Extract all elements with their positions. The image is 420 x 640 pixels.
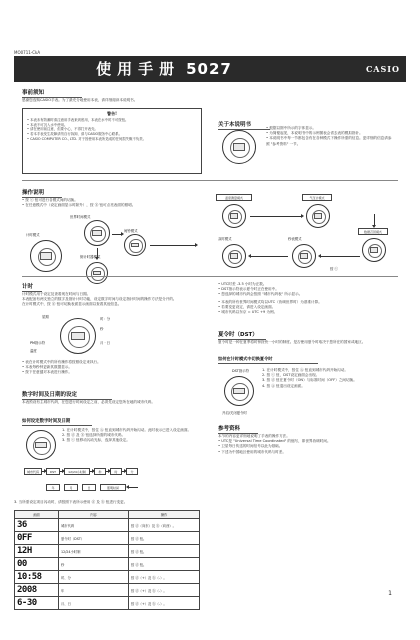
label-countdown: 倒计时器模式 (80, 255, 101, 259)
settings-table (14, 510, 200, 610)
utc-line: • 您选择的城市代码会按照 "城市代码表" 所示显示。 (218, 292, 303, 297)
watch-countdown (86, 262, 108, 284)
dst-indicator-label: DST指示符 (232, 369, 250, 373)
page-number: 1 (388, 590, 392, 597)
reference-line: 本节的内容更详细地说明了手表的操作方法。 (218, 434, 290, 438)
row-screen: 12H (15, 545, 59, 558)
mode-arrow (112, 234, 122, 235)
screen-label-weekday: 星期 (42, 315, 49, 319)
utc-text (218, 282, 398, 298)
about-line: • 本说明书中每一节都包含有在各种模式下操作所需的信息。更详细的信息请参照 "参考资料" 一节。 (266, 136, 392, 146)
flow-arrow (60, 471, 63, 472)
watch-world-time (84, 220, 110, 246)
about-heading: 关于本说明书 (218, 120, 270, 130)
label-baro: 气压计模式 (302, 194, 332, 201)
screen-label-pm: PM指示符 (30, 341, 46, 345)
row-content: 年 (59, 584, 129, 597)
row-content: 月、日 (59, 597, 129, 610)
watch-screen (233, 143, 246, 151)
manual-title-text: 使用手册 (96, 60, 181, 78)
mode-arrow (374, 214, 375, 226)
warning-title: 警告! (107, 111, 117, 116)
warning-box (22, 108, 202, 174)
table-intro: 3. 当所需设定项目闪动时，请按照下表所示使用 ⓓ 及 ⓑ 钮进行变更。 (14, 500, 128, 504)
right-notes (218, 300, 398, 316)
reference-line: • UTC是 "Universal Time Coordinated" 的缩写，即世界协调时间。 (218, 439, 331, 444)
watch-temp (222, 204, 246, 228)
row-op: 按 ⓓ 钮。 (129, 545, 200, 558)
about-line: • 根据以图中所示的字体显示。 (266, 126, 316, 130)
label-dual-time: 双时模式 (218, 237, 232, 241)
table-row (15, 558, 200, 571)
row-screen: 00 (15, 558, 59, 571)
table-row (15, 597, 200, 610)
timekeeping-line: 计时模式用于设定及查看现在时间与日期。 (22, 292, 91, 296)
flow-item: DST (46, 468, 60, 475)
warning-line: • 本表不可沉入水中使用。 (27, 122, 68, 127)
label-data: 数据召回模式 (358, 228, 388, 235)
table-row (15, 519, 200, 532)
screen-label-temp: 温度 (30, 349, 37, 353)
row-screen: 6-30 (15, 597, 59, 610)
label-timekeeping: 计时模式 (26, 233, 40, 237)
row-screen: 36 (15, 519, 59, 532)
dst-step: 1. 在计时模式中，按住 Ⓐ 钮直到城市代码开始闪动。 (262, 368, 348, 372)
mode-arrow (97, 248, 98, 258)
mode-arrow (320, 256, 360, 257)
right-note: • 城市代码以东京 = UTC +9 为例。 (218, 310, 278, 315)
screen-label-time: 时：分 (100, 317, 111, 321)
dst-step: 4. 按 Ⓐ 钮退出设定画面。 (262, 383, 305, 388)
timekeeping-heading: 计时 (22, 282, 42, 292)
label-temp: 温度测量模式 (216, 194, 252, 201)
label-stopwatch: 秒表模式 (288, 237, 302, 241)
modes-text (22, 198, 222, 208)
table-header: 内容 (59, 511, 129, 519)
flow-arrow (106, 471, 109, 472)
table-row (15, 532, 200, 545)
row-screen: 2008 (15, 584, 59, 597)
row-content: 秒 (59, 558, 129, 571)
row-screen: 10:58 (15, 571, 59, 584)
doc-code: MO0711-CkA (14, 50, 41, 55)
dst-step: 3. 按 ⓓ 钮在夏令时（ON）与标准时间（OFF）之间切换。 (262, 378, 357, 383)
row-op: 按 ⓓ 钮。 (129, 558, 200, 571)
divider (22, 180, 398, 181)
manual-title (14, 56, 314, 82)
modes-heading: 操作说明 (22, 188, 62, 198)
setting-heading: 如何设定数字时间及日期 (22, 418, 92, 426)
divider (22, 276, 398, 277)
row-content: 12/24小时制 (59, 545, 129, 558)
urban-heading: 数字时间及日期的设定 (22, 390, 112, 400)
flow-item: 年 (46, 484, 60, 491)
flow-arrow (90, 471, 93, 472)
watch-baro (306, 204, 330, 228)
mode-arrow (250, 256, 288, 257)
setting-steps (62, 428, 202, 444)
watch-setting (26, 430, 56, 460)
row-screen: 0FF (15, 532, 59, 545)
warning-line: • 若本手表发生故障请勿自行拆卸，请与CASIO服务中心联系。 (27, 132, 122, 137)
reference-line: • 下述为中国地区使用的城市代码与时差。 (218, 449, 286, 454)
dst-onoff-label: 开启/关闭夏令时 (222, 411, 247, 415)
timekeeping-notes (22, 360, 202, 376)
screen-label-date: 月 · 日 (100, 341, 111, 345)
table-row (15, 571, 200, 584)
row-content: 城市代码 (59, 519, 129, 532)
mode-arrow (150, 245, 196, 246)
urban-text: 本表预设有主城市代码，在您进行时间设定之前，必须先设定您所在地的城市代码。 (22, 400, 155, 404)
flow-item: 日 (82, 484, 96, 491)
watch-timekeeping (30, 240, 62, 272)
dst-sub-heading: 如何在计时模式中切换夏令时 (218, 356, 318, 364)
watch-dual-time (222, 244, 246, 268)
warning-line: • CASIO COMPUTER CO., LTD. 对于因使用本表所造成的任何损失概不负责。 (27, 136, 147, 141)
about-line: • 为简便起见，本说明书中的示例图表会省去表的模拟指针。 (266, 131, 363, 136)
setting-step: 2. 按 ⓓ 及 ⓑ 钮选择所需的城市代码。 (62, 433, 126, 438)
table-header: 画面 (15, 511, 59, 519)
table-header: 操作 (129, 511, 200, 519)
row-content: 时、分 (59, 571, 129, 584)
intro-heading: 事前须知 (22, 88, 82, 98)
right-note: • 若要变更设定，请进入设定画面。 (218, 305, 276, 310)
setting-step: 3. 按 ⓒ 钮移动闪动光标，选择其他设定。 (62, 438, 130, 443)
row-op: 按 ⓓ 钮。 (129, 532, 200, 545)
watch-data (362, 238, 386, 262)
timekeeping-note: • 表在计时模式中的所有操作将按照设定来执行。 (22, 360, 101, 364)
watch-alarm (124, 234, 146, 256)
intro-text: 感谢您选购CASIO手表。为了最充分地使用本表，请详细阅读本说明书。 (22, 98, 138, 102)
brand-logo: CASIO (365, 64, 400, 74)
flow-arrow (122, 471, 125, 472)
timekeeping-line: 本表配备有两支独立的数字及指针计时功能，设定数字时间与设定指针时间的操作方法是分开的。 (22, 297, 177, 302)
row-content: 夏令时（DST） (59, 532, 129, 545)
watch-dst (224, 376, 254, 406)
warning-line: • 本表未有防潮时请注意用手表来到底用，本表在水中时不可按钮。 (27, 117, 129, 122)
utc-line: • DST指示符表示夏令时正在使用中。 (218, 287, 279, 292)
mode-arrow (250, 216, 302, 217)
modes-line: • 按 ⓒ 钮可进行各模式间的切换。 (22, 198, 78, 202)
flow-item: 时 (110, 468, 122, 475)
table-row (15, 584, 200, 597)
watch-illustration (222, 130, 256, 164)
about-text (266, 126, 394, 147)
reference-line: • 卫星每日传送的时间信号以此为基础。 (218, 444, 283, 449)
timekeeping-text (22, 292, 202, 308)
press-c-label: 按 ⓒ (330, 267, 338, 271)
table-header-row (15, 511, 200, 519)
warning-line: • 请在使用前注意，但要小心，不得打开表壳。 (27, 127, 98, 132)
flow-arrow (128, 487, 138, 488)
watch-stopwatch (292, 244, 316, 268)
row-op: 按 ⓓ（+）及 ⓑ（-）。 (129, 584, 200, 597)
row-op: 按 ⓓ（+）及 ⓑ（-）。 (129, 597, 200, 610)
label-world-time: 世界时间模式 (70, 215, 91, 219)
reference-text (218, 434, 398, 455)
timekeeping-note: • 本表每秒钟更新其数据显示。 (22, 365, 72, 370)
utc-line: • UTC时差 -3.5 小时为正数。 (218, 282, 267, 286)
dst-text: 夏令时是一种在夏季将时钟拨快一小时的制度。是否使用夏令时取决于您所在的国家或地区。 (218, 340, 366, 344)
flow-item: 秒 (94, 468, 106, 475)
flow-item: 照明时间 (100, 484, 126, 491)
reference-heading: 参考资料 (218, 424, 258, 434)
row-op: 按 ⓓ（向东）及 ⓑ（向西）。 (129, 519, 200, 532)
model-number: 5027 (186, 60, 232, 78)
flow-item: 城市代码 (24, 468, 42, 475)
flow-item: 月 (64, 484, 78, 491)
dst-steps (262, 368, 398, 389)
setting-step: 1. 在计时模式中，按住 Ⓐ 钮直到城市代码开始闪动。此时表示已进入设定画面。 (62, 428, 192, 432)
flow-item: 12/24小时制 (64, 468, 90, 475)
modes-line: • 在任意模式中（设定画面显示时除外），按 ⓑ 钮可点亮表面的照明。 (22, 203, 136, 208)
watch-display-diagram (60, 318, 96, 354)
dst-step: 2. 按 ⓒ 钮，DST设定画面会出现。 (262, 373, 320, 378)
label-alarm: 闹铃模式 (124, 229, 138, 233)
row-op: 按 ⓓ（+）及 ⓑ（-）。 (129, 571, 200, 584)
flow-item: 分 (126, 468, 138, 475)
flow-arrow (42, 471, 45, 472)
screen-label-seconds: 秒 (100, 327, 104, 331)
timekeeping-line: 在计时模式中，按 ⓓ 钮可切换表面显示画面以查看其他信息。 (22, 302, 122, 307)
dst-heading: 夏令时（DST） (218, 330, 266, 340)
timekeeping-note: • 按下任意键对本表进行操作。 (22, 370, 72, 375)
right-note: • 本表的所有世界时间模式均以UTC（协调世界时）为基准计算。 (218, 300, 322, 304)
table-row (15, 545, 200, 558)
title-banner (14, 56, 406, 82)
